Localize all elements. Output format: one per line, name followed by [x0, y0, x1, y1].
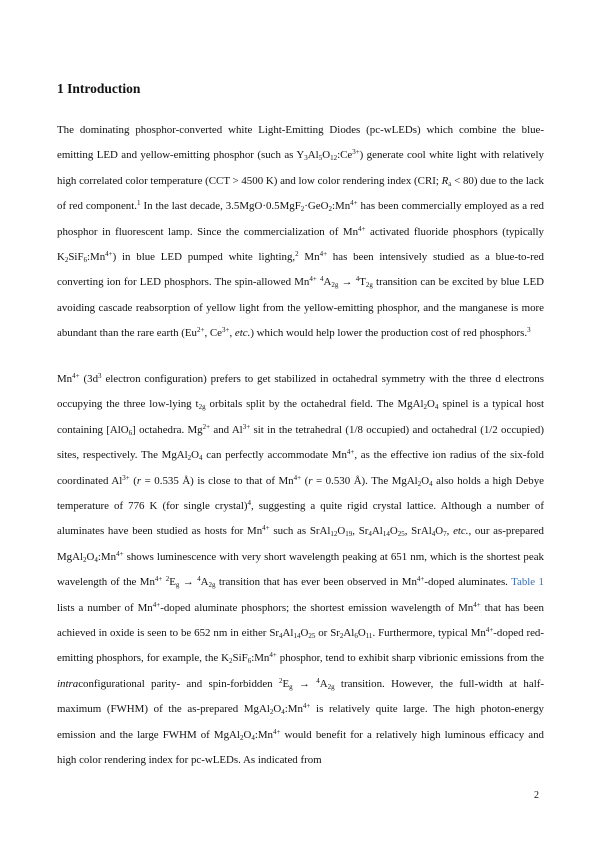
formula-script: 12: [330, 154, 338, 163]
formula-script: 4: [434, 403, 439, 412]
formula-script: 4+: [72, 372, 80, 380]
formula-script: 4+: [269, 651, 277, 660]
formula-script: g: [289, 682, 293, 691]
formula-script: 2: [239, 733, 244, 742]
formula-script: 3: [304, 154, 308, 163]
formula-script: 4+: [416, 575, 425, 584]
section-heading: 1 Introduction: [57, 81, 141, 96]
page-number: 2: [534, 790, 539, 801]
formula-script: 4: [199, 454, 203, 463]
formula-script: 3: [527, 326, 531, 335]
formula-script: 4+: [154, 575, 163, 584]
formula-script: 25: [397, 530, 405, 539]
formula-script: 2: [339, 632, 344, 641]
formula-script: 3+: [222, 326, 230, 335]
formula-script: 4: [431, 530, 436, 539]
formula-script: 2: [64, 256, 69, 265]
formula-script: 2: [300, 205, 305, 214]
formula-script: 6: [247, 657, 252, 666]
formula-script: 4: [429, 479, 433, 488]
formula-script: 6: [83, 256, 88, 265]
formula-script: 4+: [346, 448, 355, 457]
formula-script: 4+: [293, 473, 302, 482]
formula-script: 2: [229, 657, 233, 666]
formula-script: 2+: [197, 326, 205, 335]
formula-script: 4+: [473, 600, 481, 609]
formula-script: 2: [328, 205, 332, 214]
formula-script: 2g: [208, 581, 216, 590]
formula-script: 4+: [152, 600, 161, 609]
formula-script: 4+: [309, 275, 317, 284]
formula-script: 19: [345, 530, 353, 539]
formula-script: 2g: [327, 682, 335, 691]
formula-script: 4: [320, 275, 324, 284]
formula-script: 3+: [122, 473, 130, 482]
formula-script: 4+: [302, 702, 311, 711]
formula-script: 2: [187, 454, 192, 463]
formula-script: 4+: [272, 727, 281, 736]
italic-text: etc.: [453, 525, 469, 538]
formula-script: 11: [365, 632, 373, 641]
formula-script: 4: [281, 708, 285, 717]
formula-script: 4+: [105, 250, 113, 259]
formula-script: 4+: [358, 224, 366, 233]
formula-script: 2+: [202, 422, 211, 431]
italic-text: intra: [57, 677, 79, 690]
formula-script: 2: [278, 676, 283, 685]
italic-text: r: [136, 474, 142, 487]
formula-script: 2: [423, 403, 428, 412]
formula-script: 2g: [365, 281, 373, 290]
formula-script: 2: [295, 250, 299, 259]
formula-script: 4: [251, 733, 255, 742]
formula-script: 4: [316, 676, 320, 685]
formula-script: 2g: [331, 281, 339, 290]
formula-script: 4+: [319, 250, 328, 259]
formula-script: 4+: [350, 199, 358, 208]
formula-script: 5: [318, 154, 323, 163]
formula-script: 1: [137, 199, 141, 208]
formula-script: 12: [330, 530, 338, 539]
formula-script: 2g: [198, 403, 206, 412]
formula-script: 4: [279, 632, 283, 641]
formula-script: 2: [165, 575, 170, 584]
formula-script: 25: [308, 632, 316, 641]
italic-text: R: [441, 174, 449, 187]
formula-script: 4: [368, 530, 372, 539]
formula-script: 6: [354, 632, 358, 641]
formula-script: 6: [128, 428, 133, 437]
formula-script: a: [448, 179, 452, 188]
italic-text: r: [308, 474, 313, 487]
formula-script: 4+: [116, 549, 124, 558]
formula-script: 2: [269, 708, 274, 717]
intro-paragraph-2: $Mn^{4+}$ ($3d^3$ electron configuration) prefers to get stabilized in octahedral symmetry with the three d electrons occupying the three low-lying $t_{2g}$ orbitals split by the octahedral field. The $MgAl_2O_4$ spinel is a typical host containing [AlO$_6$] octahedra. $Mg^{2+}$ and $Al^{3+}$ sit in the tetrahedral (1/8 occupied) and octahedral (1/2 occupied) sites, respectively. The $MgAl_2O_4$ can perfectly accommodate $Mn^{4+}$, as the effective ion radius of the six-fold coordinated $Al^{3+}$ (r = 0.535 Å) is close to that of $Mn^{4+}$ (r = 0.530 Å). The $MgAl_2O_4$ also holds a high Debye temperature of 776 K (for single crystal)$^4$, suggesting a quite rigid crystal lattice. Although a number of aluminates have been studied as hosts for $Mn^{4+}$ such as $SrAl_{12}O_{19}$, $Sr_4Al_{14}O_{25}$, $SrAl_4O_7$, etc., our as-prepared $MgAl_2O_4:Mn^{4+}$ shows luminescence with very short wavelength peaking at 651 nm, which is the shortest peak wavelength of the $Mn^{4+}$ $^2E_g \to ^4A_{2g}$ transition that has ever been observed in $Mn^{4+}$-doped aluminates. Table 1 lists a number of $Mn^{4+}$-doped aluminate phosphors; the shortest emission wavelength of $Mn^{4+}$ that has been achieved in oxide is seen to be 652 nm in either $Sr_4Al_{14}O_{25}$ or $Sr_2Al_6O_{11}$. Furthermore, typical $Mn^{4+}$-doped red-emitting phosphors, for example, the $K_2SiF_6:Mn^{4+}$ phosphor, tend to exhibit sharp vibrionic emissions from the intraconfigurational parity- and spin-forbidden $^2E_g \to ^4A_{2g}$ transition. However, the full-width at half-maximum (FWHM) of the as-prepared $MgAl_2O_4:Mn^{4+}$ is relatively quite large. The high photon-energy emission and the large FWHM of $MgAl_2O_4:Mn^{4+}$ would benefit for a relatively high luminous efficacy and high color rendering index for pc-wLEDs. As indicated from: [57, 372, 545, 767]
formula-script: 3+: [242, 422, 251, 431]
formula-script: 3+: [352, 148, 360, 157]
italic-text: etc.: [234, 327, 251, 340]
formula-script: 4: [247, 499, 252, 508]
formula-script: 2: [83, 555, 87, 564]
formula-script: 2: [417, 479, 422, 488]
table-reference-link[interactable]: Table 1: [511, 576, 544, 589]
formula-script: g: [175, 581, 180, 590]
formula-script: 4: [94, 555, 98, 564]
formula-script: 4+: [485, 626, 494, 635]
formula-script: 4: [197, 575, 201, 584]
formula-script: 7: [443, 530, 447, 539]
formula-script: 4: [355, 275, 360, 284]
formula-script: 14: [293, 632, 301, 641]
formula-script: 14: [382, 530, 390, 539]
formula-script: 3: [98, 372, 102, 380]
formula-script: 4+: [262, 524, 270, 533]
intro-paragraph-1: The dominating phosphor-converted white Light-Emitting Diodes (pc-wLEDs) which combine the blue-emitting LED and yellow-emitting phosphor (such as $Y_3Al_5O_{12}:Ce^{3+}$) generate cool white light with relatively high correlated color temperature (CCT > 4500 K) and low color rendering index (CRI; $R_a < 80$) due to the lack of red component.$^1$ In the last decade, $3.5MgO\cdot 0.5MgF_2\cdot GeO_2:Mn^{4+}$ has been commercially employed as a red phosphor in fluorescent lamp. Since the commercialization of $Mn^{4+}$ activated fluoride phosphors (typically $K_2SiF_6:Mn^{4+}$) in blue LED pumped white lighting,$^2$ $Mn^{4+}$ has been intensively studied as a blue-to-red converting ion for LED phosphors. The spin-allowed $Mn^{4+}$ $^4A_{2g} \to ^4T_{2g}$ transition can be excited by blue LED avoiding cascade reabsorption of yellow light from the yellow-emitting phosphor, and the manganese is more abundant than the rare earth ($Eu^{2+}$, $Ce^{3+}$, etc.) which would help lower the production cost of red phosphors.$^3$: [57, 124, 545, 340]
